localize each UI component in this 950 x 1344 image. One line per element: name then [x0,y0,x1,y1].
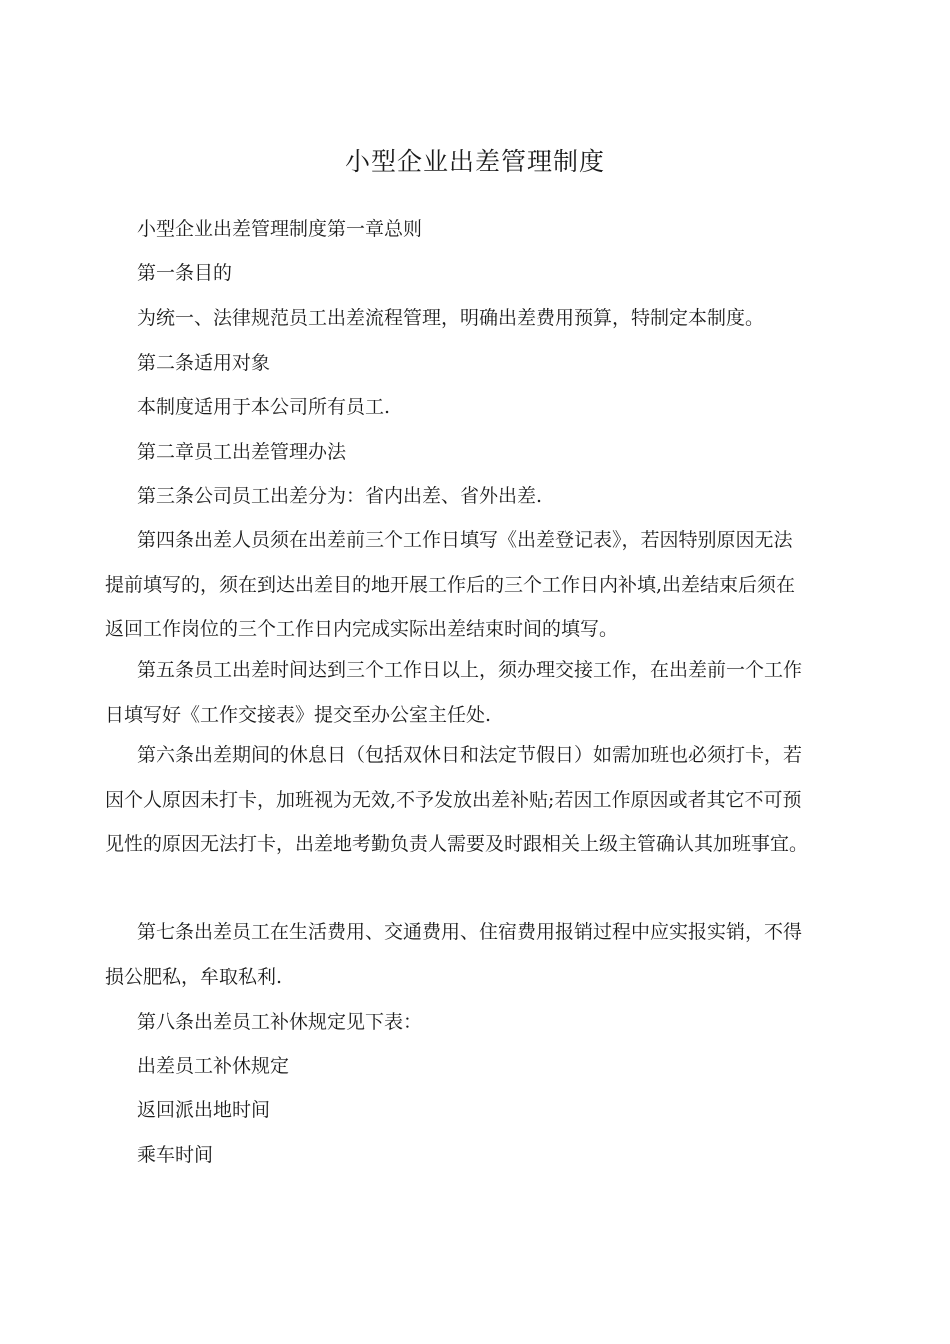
article-8: 第八条出差员工补休规定见下表： [137,1011,423,1033]
table-header-travel-time: 乘车时间 [137,1144,214,1166]
document-title: 小型企业出差管理制度 [344,147,605,176]
table-header-return-time: 返回派出地时间 [137,1099,271,1121]
chapter-2-heading: 第二章员工出差管理办法 [137,441,347,463]
article-2-body: 本制度适用于本公司所有员工. [137,396,391,418]
article-1-heading: 第一条目的 [137,262,233,284]
table-caption: 出差员工补休规定 [137,1055,290,1077]
chapter-1-heading: 小型企业出差管理制度第一章总则 [137,218,423,240]
article-5: 第五条员工出差时间达到三个工作日以上，须办理交接工作，在出差前一个工作日填写好《工作交接表》提交至办公室主任处. [105,659,803,726]
article-1-body: 为统一、法律规范员工出差流程管理，明确出差费用预算，特制定本制度。 [137,307,765,329]
article-7: 第七条出差员工在生活费用、交通费用、住宿费用报销过程中应实报实销，不得损公肥私，牟取私利. [105,921,803,988]
article-2-heading: 第二条适用对象 [137,352,271,374]
article-3: 第三条公司员工出差分为：省内出差、省外出差. [137,485,543,507]
article-6: 第六条出差期间的休息日（包括双休日和法定节假日）如需加班也必须打卡，若因个人原因未打卡，加班视为无效,不予发放出差补贴;若因工作原因或者其它不可预见性的原因无法打卡，出差地考勤负责人需要及时跟相关上级主管确认其加班事宜。 [105,744,809,855]
article-4: 第四条出差人员须在出差前三个工作日填写《出差登记表》，若因特别原因无法提前填写的，须在到达出差目的地开展工作后的三个工作日内补填,出差结束后须在返回工作岗位的三个工作日内完成实际出差结束时间的填写。 [105,529,796,640]
